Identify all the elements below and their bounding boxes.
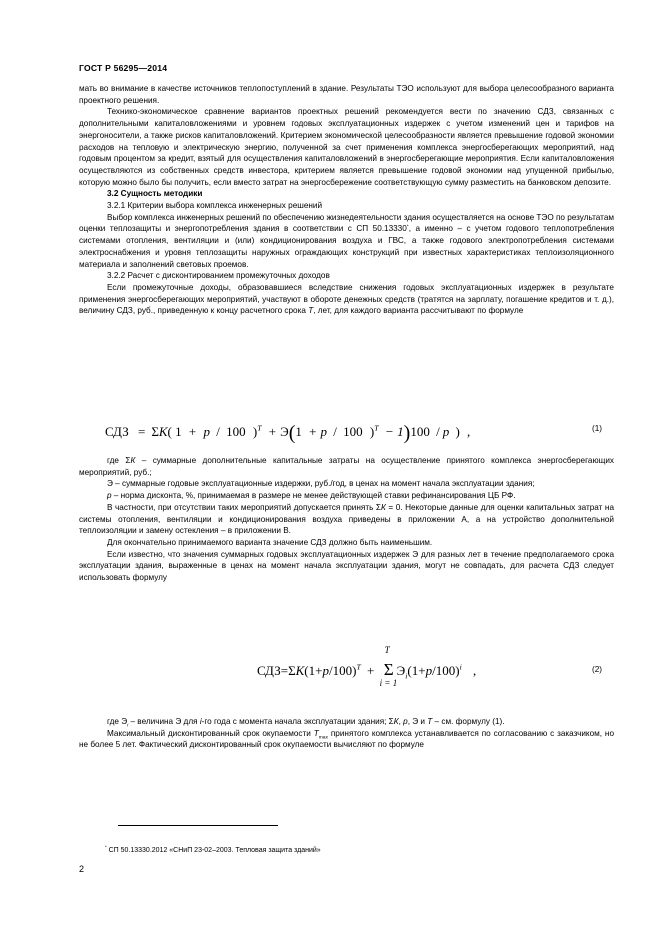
formula-1: СДЗ = ΣК( 1 + р / 100 )$^T$ + Э(1 + р / 100 )$^T$ − 1)100 / р ) , (1) xyxy=(105,422,602,444)
footnote-separator xyxy=(118,825,278,826)
section-title-3-2-1: 3.2.1 Критерии выбора комплекса инженерных решений xyxy=(107,201,323,211)
text-block-end xyxy=(79,716,614,751)
paragraph-continuation: мать во внимание в качестве источников теплопоступлений в здание. Результаты ТЭО используют для выбора целесообразного варианта проектного решения. xyxy=(79,84,614,105)
paragraph-comparison: Технико-экономическое сравнение вариантов проектных решений рекомендуется вести по значению СДЗ, связанных с дополнительными капиталовложениями и уровнем годовых эксплуатационных издержек с учетом изменений цен и тарифов на энергоносители, а также рисков капиталовложений. Критерием экономической целесообразности является превышение годовой экономии расходов на тепловую и электрическую энергию, полученной за счет применения комплекса энергосберегающих мероприятий, над годовым процентом за кредит, взятый для осуществления капиталовложений в энергосберегающие мероприятия. Если капиталовложения осуществляются из собственных средств инвестора, критерием является превышение годовой экономии над упущенной прибылью, которую можно было бы получить, если вместо затрат на энергосбережение соответствующую сумму разместить на банковском депозите. xyxy=(79,107,614,187)
where-p: р – норма дисконта, %, принимаемая в размере не менее действующей ставки рефинансирования ЦБ РФ. xyxy=(107,491,516,501)
formula-number-1: (1) xyxy=(591,424,602,433)
page-number: 2 xyxy=(79,864,85,874)
where-e: Э – суммарные годовые эксплуатационные издержки, руб./год, в ценах на момент начала эксплуатации здания; xyxy=(107,479,535,489)
paragraph-partial: В частности, при отсутствии таких мероприятий допускается принять ΣК = 0. Некоторые данные для оценки капитальных затрат на системы отопления, вентиляции и кондиционирования воздуха приведены в приложении А, а на устройство дополнительной теплоизоляции и замену остекления – в приложении В. xyxy=(79,502,615,536)
section-title-3-2-2: 3.2.2 Расчет с дисконтированием промежуточных доходов xyxy=(107,271,330,281)
text-block-intro xyxy=(79,83,614,317)
paragraph-max-payback: Максимальный дисконтированный срок окупаемости $Т_{max}$ принятого комплекса устанавливается по согласованию с заказчиком, но не более 5 лет. Фактический дисконтированный срок окупаемости вычисляют по формуле xyxy=(79,728,615,750)
footnote: * СП 50.13330.2012 «СНиП 23-02–2003. Тепловая защита зданий» xyxy=(105,844,321,854)
where-sum-k: где ΣК – суммарные дополнительные капитальные затраты на осуществление принятого комплекса энергосберегающих мероприятий, руб.; xyxy=(79,456,614,477)
text-block-middle xyxy=(79,455,614,584)
paragraph-discounting: Если промежуточные доходы, образовавшиеся вследствие снижения годовых эксплуатационных издержек в результате применения энергосберегающих мероприятий, участвуют в обороте денежных средств (тратятся на зарплату, погашение кредитов и т. д.), величину СДЗ, руб., приведенную к концу расчетного срока Т, лет, для каждого варианта рассчитывают по формуле xyxy=(79,282,614,316)
formula-2: $СДЗ=\Sigma К(1+р/100)^T$ + T Σ i = 1 $Э_i(1+р/100)^i$ , (2) xyxy=(257,645,602,688)
sum-lower-limit: i = 1 xyxy=(379,678,398,688)
paragraph-if-known: Если известно, что значения суммарных годовых эксплуатационных издержек Э для разных лет в течение предполагаемого срока эксплуатации здания, выраженные в ценах на момент начала эксплуатации здания, могут не совпадать, для расчета СДЗ следует использовать формулу xyxy=(79,549,614,583)
sum-upper-limit: T xyxy=(384,645,390,655)
formula-number-2: (2) xyxy=(591,665,602,674)
where-ei: где $Э_i$ – величина Э для i-го года с момента начала эксплуатации здания; ΣК, р, Э и Т – см. формулу (1). xyxy=(107,717,505,729)
section-title-3-2: 3.2 Сущность методики xyxy=(107,189,203,199)
document-header: ГОСТ Р 56295—2014 xyxy=(79,63,168,73)
footnote-reference: * xyxy=(406,224,409,230)
paragraph-final-variant: Для окончательно принимаемого варианта значение СДЗ должно быть наименьшим. xyxy=(107,537,433,547)
paragraph-selection: Выбор комплекса инженерных решений по обеспечению жизнедеятельности здания осуществляется на основе ТЭО по результатам оценки теплозащиты и энергопотребления здания в соответствии с СП 50.13330*, а именно – с учетом годового теплопотребления системами отопления, вентиляции и (или) кондиционирования воздуха и ГВС, а также годового электропотребления системами электроснабжения и уровня теплозащиты наружных ограждающих конструкций при известных характеристиках теплоизоляционного материала и заполнений световых проемов. xyxy=(79,212,615,269)
